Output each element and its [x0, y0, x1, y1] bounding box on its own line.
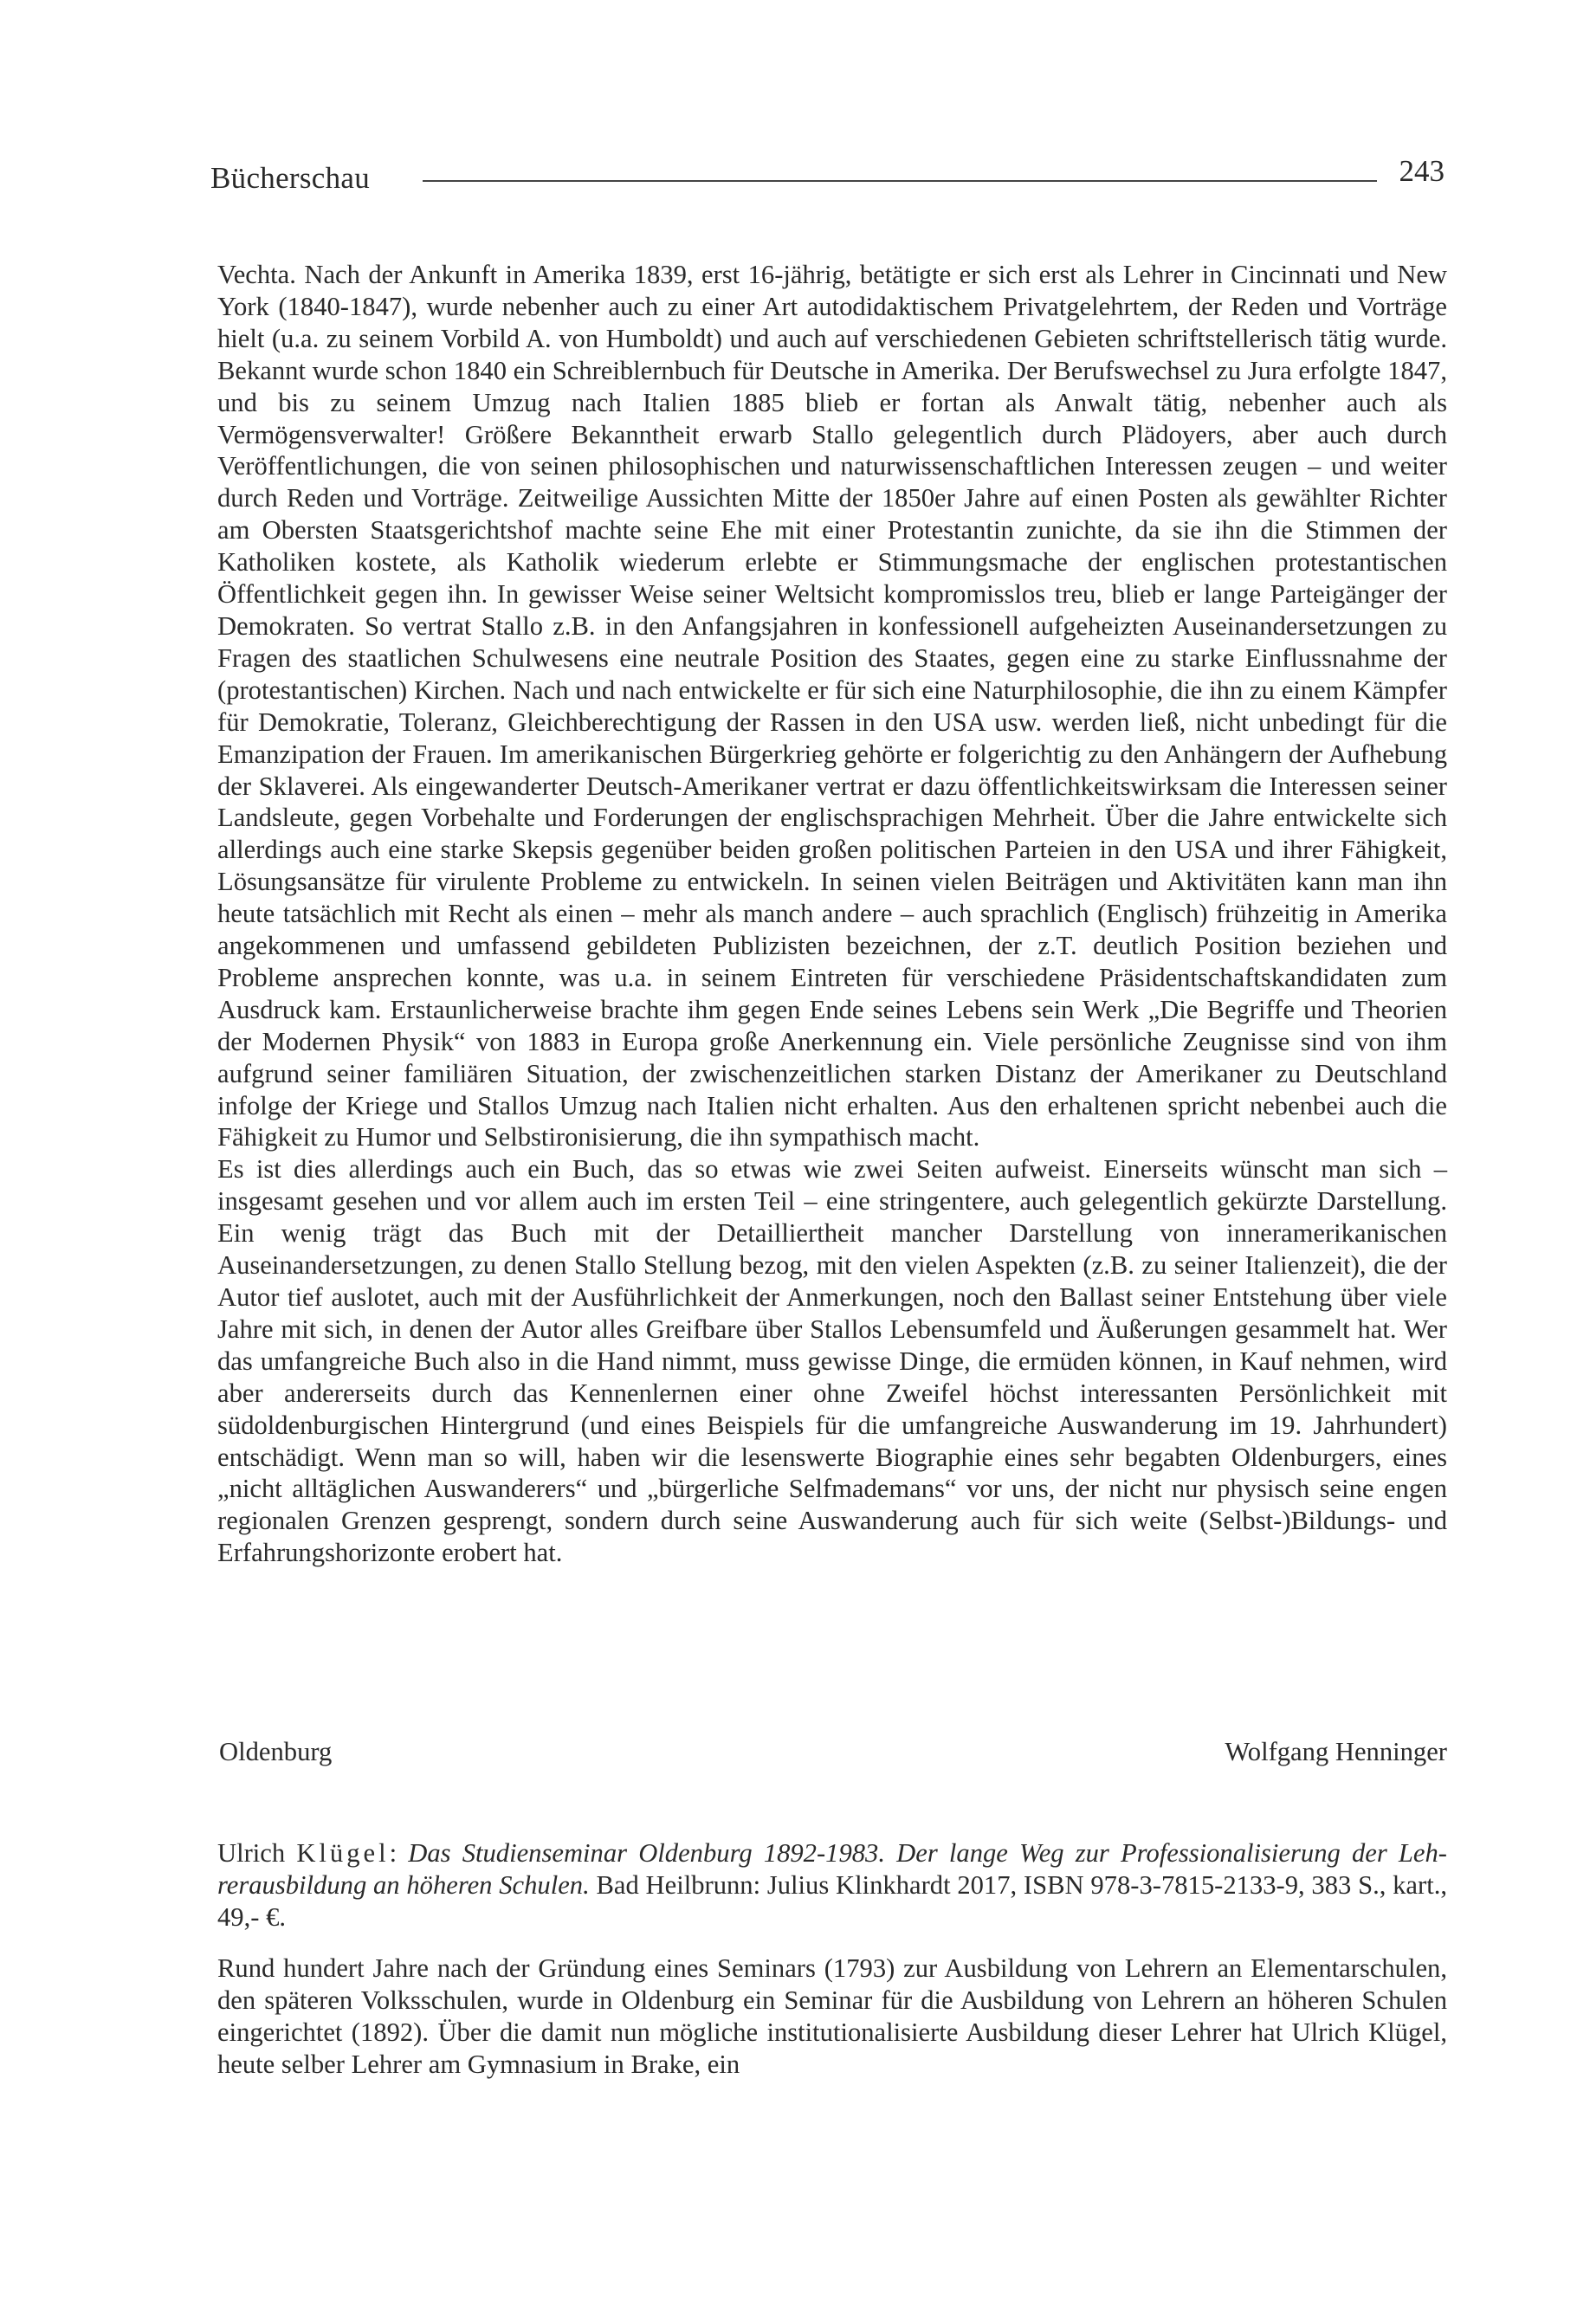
book-title: Das Studienseminar Oldenburg 1892-1983. Der lange Weg zur Professionalisierung der Lehrerausbildung an höheren Schulen. [217, 1838, 1447, 1900]
review-1-paragraph-1: Vechta. Nach der Ankunft in Amerika 1839, erst 16-jährig, betätigte er sich erst als Lehrer in Cincinnati und New York (1840-1847), wurde nebenher auch zu einer Art autodidaktischem Privatgelehrtem, der Reden und Vorträge hielt (u.a. zu seinem Vorbild A. von Humboldt) und auch auf verschiedenen Gebieten schriftstellerisch tätig wurde. Bekannt wurde schon 1840 ein Schreiblernbuch für Deutsche in Amerika. Der Berufswechsel zu Jura erfolgte 1847, und bis zu seinem Umzug nach Italien 1885 blieb er fortan als Anwalt tätig, nebenher auch als Vermögensverwalter! Größere Bekanntheit erwarb Stallo gelegentlich durch Plädoyers, aber auch durch Veröffentlichungen, die von seinen philosophischen und naturwissenschaftlichen Interessen zeugen – und weiter durch Reden und Vorträge. Zeitweilige Aussichten Mitte der 1850er Jahre auf einen Posten als gewählter Richter am Obersten Staatsgerichtshof machte seine Ehe mit einer Protestantin zunichte, da sie ihn die Stimmen der Katholiken kostete, als Katholik wiederum erlebte er Stimmungsmache der englischen protestantischen Öffentlichkeit gegen ihn. In gewisser Weise seiner Weltsicht kompromisslos treu, blieb er lange Parteigänger der Demokraten. So vertrat Stallo z.B. in den Anfangsjahren in konfessionell aufgeheizten Auseinandersetzungen zu Fragen des staatlichen Schulwesens eine neutrale Position des Staates, gegen eine zu starke Einflussnahme der (protestantischen) Kirchen. Nach und nach entwickelte er für sich eine Naturphilosophie, die ihn zu einem Kämpfer für Demokratie, Toleranz, Gleichberechtigung der Rassen in den USA usw. werden ließ, nicht unbedingt für die Emanzipation der Frauen. Im amerikanischen Bürgerkrieg gehörte er folgerichtig zu den Anhängern der Aufhebung der Sklaverei. Als eingewanderter Deutsch-Amerikaner vertrat er dazu öffentlichkeitswirksam die Interessen seiner Landsleute, gegen Vorbehalte und Forderungen der englischsprachigen Mehrheit. Über die Jahre entwickelte sich allerdings auch eine starke Skepsis gegenüber beiden großen politischen Parteien in den USA und ihrer Fähigkeit, Lösungsansätze für virulente Probleme zu entwickeln. In seinen vielen Beiträgen und Aktivitäten kann man ihn heute tatsächlich mit Recht als einen – mehr als manch andere – auch sprachlich (Englisch) frühzeitig in Amerika angekommenen und umfassend gebildeten Publizisten bezeichnen, der z.T. deutlich Position beziehen und Probleme ansprechen konnte, was u.a. in seinem Eintreten für verschiedene Präsidentschaftskandidaten zum Ausdruck kam. Erstaunlicherweise brachte ihm gegen Ende seines Lebens sein Werk „Die Begriffe und Theorien der Modernen Physik“ von 1883 in Europa große Anerkennung ein. Viele persönliche Zeugnisse sind von ihm aufgrund seiner familiären Situation, der zwischenzeitlichen starken Distanz der Amerikaner zu Deutschland infolge der Kriege und Stallos Umzug nach Italien nicht erhalten. Aus den erhaltenen spricht nebenbei auch die Fähigkeit zu Humor und Selbstironisierung, die ihn sympathisch macht. [217, 260, 1447, 1152]
review-2-paragraph-1: Rund hundert Jahre nach der Gründung eines Seminars (1793) zur Ausbildung von Lehrern an Elementarschulen, den späteren Volksschulen, wurde in Oldenburg ein Seminar für die Ausbildung von Lehrern an höheren Schulen eingerichtet (1892). Über die damit nun mögliche institutionalisierte Ausbildung dieser Lehrer hat Ulrich Klügel, heute selber Lehrer am Gymnasium in Brake, ein [217, 1953, 1447, 2079]
page-number: 243 [1399, 154, 1445, 188]
publication-details: Bad Heilbrunn: Julius Klinkhardt 2017, ISBN 978-3-7815-2133-9, 383 S., kart., 49,- €. [217, 1869, 1447, 1932]
signature-reviewer: Wolfgang Henninger [1225, 1737, 1447, 1766]
header-rule [423, 180, 1377, 182]
review-1-signature [219, 1737, 1447, 1772]
section-title: Bücherschau [210, 161, 371, 195]
running-head [210, 154, 1445, 197]
signature-place: Oldenburg [219, 1737, 333, 1766]
review-1-paragraph-2: Es ist dies allerdings auch ein Buch, das so etwas wie zwei Seiten aufweist. Einerseits wünscht man sich – insgesamt gesehen und vor allem auch im ersten Teil – eine stringentere, auch gelegentlich gekürzte Darstellung. Ein wenig trägt das Buch mit der Detailliertheit mancher Darstellung von inneramerikanischen Auseinandersetzungen, zu denen Stallo Stellung bezog, mit den vielen Aspekten (z.B. zu seiner Italienzeit), die der Autor tief auslotet, auch mit der Ausführlichkeit der Anmerkungen, noch den Ballast seiner Entstehung über viele Jahre mit sich, in denen der Autor alles Greifbare über Stallos Lebensumfeld und Äußerungen gesammelt hat. Wer das umfangreiche Buch also in die Hand nimmt, muss gewisse Dinge, die ermüden können, in Kauf nehmen, wird aber andererseits durch das Kennenlernen einer ohne Zweifel höchst interessanten Persönlichkeit mit südoldenburgischen Hintergrund (und eines Beispiels für die umfangreiche Auswanderung im 19. Jahrhundert) entschädigt. Wenn man so will, haben wir die lesenswerte Biographie eines sehr begabten Oldenburgers, eines „nicht alltäglichen Auswanderers“ und „bürgerliche Selfmademans“ vor uns, der nicht nur physisch seine engen regionalen Grenzen gesprengt, sondern durch seine Auswanderung auch für sich weite (Selbst-)Bildungs- und Erfahrungshorizonte erobert hat. [217, 1154, 1447, 1568]
book-author-last-name: Klügel [296, 1838, 390, 1868]
review-2-bibliographic-heading [217, 1837, 1447, 1933]
review-1-body [217, 259, 1447, 1569]
review-2-body [217, 1953, 1447, 2081]
author-separator: : [389, 1838, 398, 1868]
book-author-first-name: Ulrich [217, 1838, 286, 1868]
